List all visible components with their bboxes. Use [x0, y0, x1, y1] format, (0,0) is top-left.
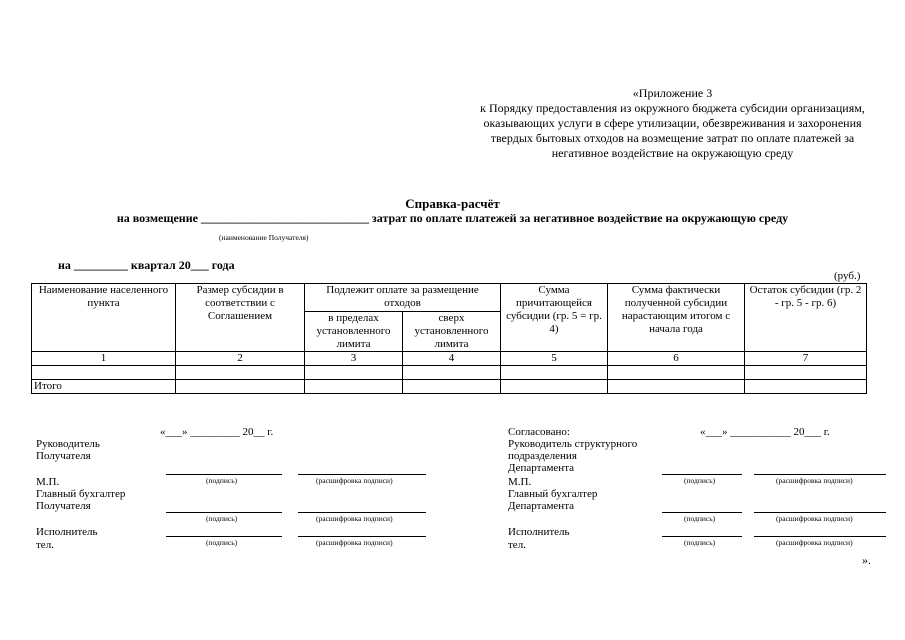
col-header-settlement: Наименование населенного пункта [32, 284, 176, 352]
col-header-above-limit: сверх установленного лимита [403, 312, 501, 352]
col-header-received-subsidy: Сумма фактически полученной субсидии нарастающим итогом с начала года [608, 284, 745, 352]
table-cell [745, 380, 867, 394]
signature-line [662, 536, 742, 537]
left-mp: М.П. [36, 476, 60, 488]
recipient-name-hint: (наименование Получателя) [219, 233, 309, 242]
signature-line [166, 474, 282, 475]
total-label: Итого [32, 380, 176, 394]
table-cell [176, 366, 305, 380]
currency-unit: (руб.) [834, 270, 861, 282]
sign-hint: (подпись) [684, 514, 716, 523]
col-header-due-subsidy: Сумма причитающейся субсидии (гр. 5 = гр. 4) [501, 284, 608, 352]
table-cell [305, 366, 403, 380]
sign-hint: (подпись) [684, 538, 716, 547]
table-cell [608, 366, 745, 380]
right-head-label-2: подразделения [508, 450, 577, 462]
decode-hint: (расшифровка подписи) [776, 514, 853, 523]
signature-decode-line [298, 512, 426, 513]
table-cell [176, 380, 305, 394]
signature-decode-line [298, 474, 426, 475]
sign-hint: (подпись) [206, 514, 238, 523]
signature-decode-line [754, 536, 886, 537]
sign-hint: (подпись) [206, 538, 238, 547]
signature-line [662, 474, 742, 475]
table-cell [32, 366, 176, 380]
calculation-table [31, 283, 867, 394]
signature-line [662, 512, 742, 513]
table-cell [501, 380, 608, 394]
total-row [32, 380, 867, 394]
left-date: «___» _________ 20__ г. [160, 426, 274, 438]
appendix-header [440, 86, 905, 161]
closing-quote: ». [862, 553, 871, 567]
left-head-label-2: Получателя [36, 450, 91, 462]
decode-hint: (расшифровка подписи) [316, 514, 393, 523]
signature-line [166, 536, 282, 537]
table-cell [608, 380, 745, 394]
decode-hint: (расшифровка подписи) [316, 476, 393, 485]
col-header-subsidy-size: Размер субсидии в соответствии с Соглашением [176, 284, 305, 352]
table-row [32, 366, 867, 380]
column-number: 5 [501, 352, 608, 366]
column-number: 4 [403, 352, 501, 366]
table-cell [501, 366, 608, 380]
right-executor-label: Исполнитель [508, 526, 570, 538]
column-number: 3 [305, 352, 403, 366]
decode-hint: (расшифровка подписи) [776, 538, 853, 547]
appendix-header-line: твердых бытовых отходов на возмещение затрат по оплате платежей за [490, 131, 855, 145]
column-number: 2 [176, 352, 305, 366]
document-title: Справка-расчёт [405, 196, 500, 211]
table-cell [305, 380, 403, 394]
column-number-row [32, 352, 867, 366]
right-head-label-3: Департамента [508, 462, 575, 474]
col-header-remaining-subsidy: Остаток субсидии (гр. 2 - гр. 5 - гр. 6) [745, 284, 867, 352]
table-cell [403, 366, 501, 380]
left-head-label: Руководитель [36, 438, 100, 450]
right-accountant-label-2: Департамента [508, 500, 575, 512]
table-cell [403, 380, 501, 394]
signature-line [166, 512, 282, 513]
signature-decode-line [298, 536, 426, 537]
column-number: 1 [32, 352, 176, 366]
signature-decode-line [754, 474, 886, 475]
appendix-header-line: к Порядку предоставления из окружного бюджета субсидии организациям, [480, 101, 865, 115]
right-mp: М.П. [508, 476, 532, 488]
decode-hint: (расшифровка подписи) [316, 538, 393, 547]
col-header-within-limit: в пределах установленного лимита [305, 312, 403, 352]
table-cell [745, 366, 867, 380]
column-number: 7 [745, 352, 867, 366]
sign-hint: (подпись) [684, 476, 716, 485]
agreed-label: Согласовано: [508, 426, 570, 438]
left-accountant-label-2: Получателя [36, 500, 91, 512]
right-tel-label: тел. [508, 539, 526, 551]
appendix-header-line: негативное воздействие на окружающую среду [551, 146, 794, 160]
right-date: «___» ___________ 20___ г. [700, 426, 830, 438]
sign-hint: (подпись) [206, 476, 238, 485]
appendix-header-line: оказывающих услуги в сфере утилизации, обезвреживания и захоронения [483, 116, 862, 130]
left-accountant-label: Главный бухгалтер [36, 488, 126, 500]
right-head-label: Руководитель структурного [508, 438, 638, 450]
left-tel-label: тел. [36, 539, 54, 551]
quarter-line: на _________ квартал 20___ года [58, 258, 235, 272]
right-accountant-label: Главный бухгалтер [508, 488, 598, 500]
left-executor-label: Исполнитель [36, 526, 98, 538]
appendix-header-line: «Приложение 3 [632, 86, 713, 100]
document-subtitle: на возмещение ____________________________ затрат по оплате платежей за негативное воздействие на окружающую среду [116, 211, 789, 225]
col-header-payable: Подлежит оплате за размещение отходов [305, 284, 501, 312]
signature-decode-line [754, 512, 886, 513]
column-number: 6 [608, 352, 745, 366]
decode-hint: (расшифровка подписи) [776, 476, 853, 485]
